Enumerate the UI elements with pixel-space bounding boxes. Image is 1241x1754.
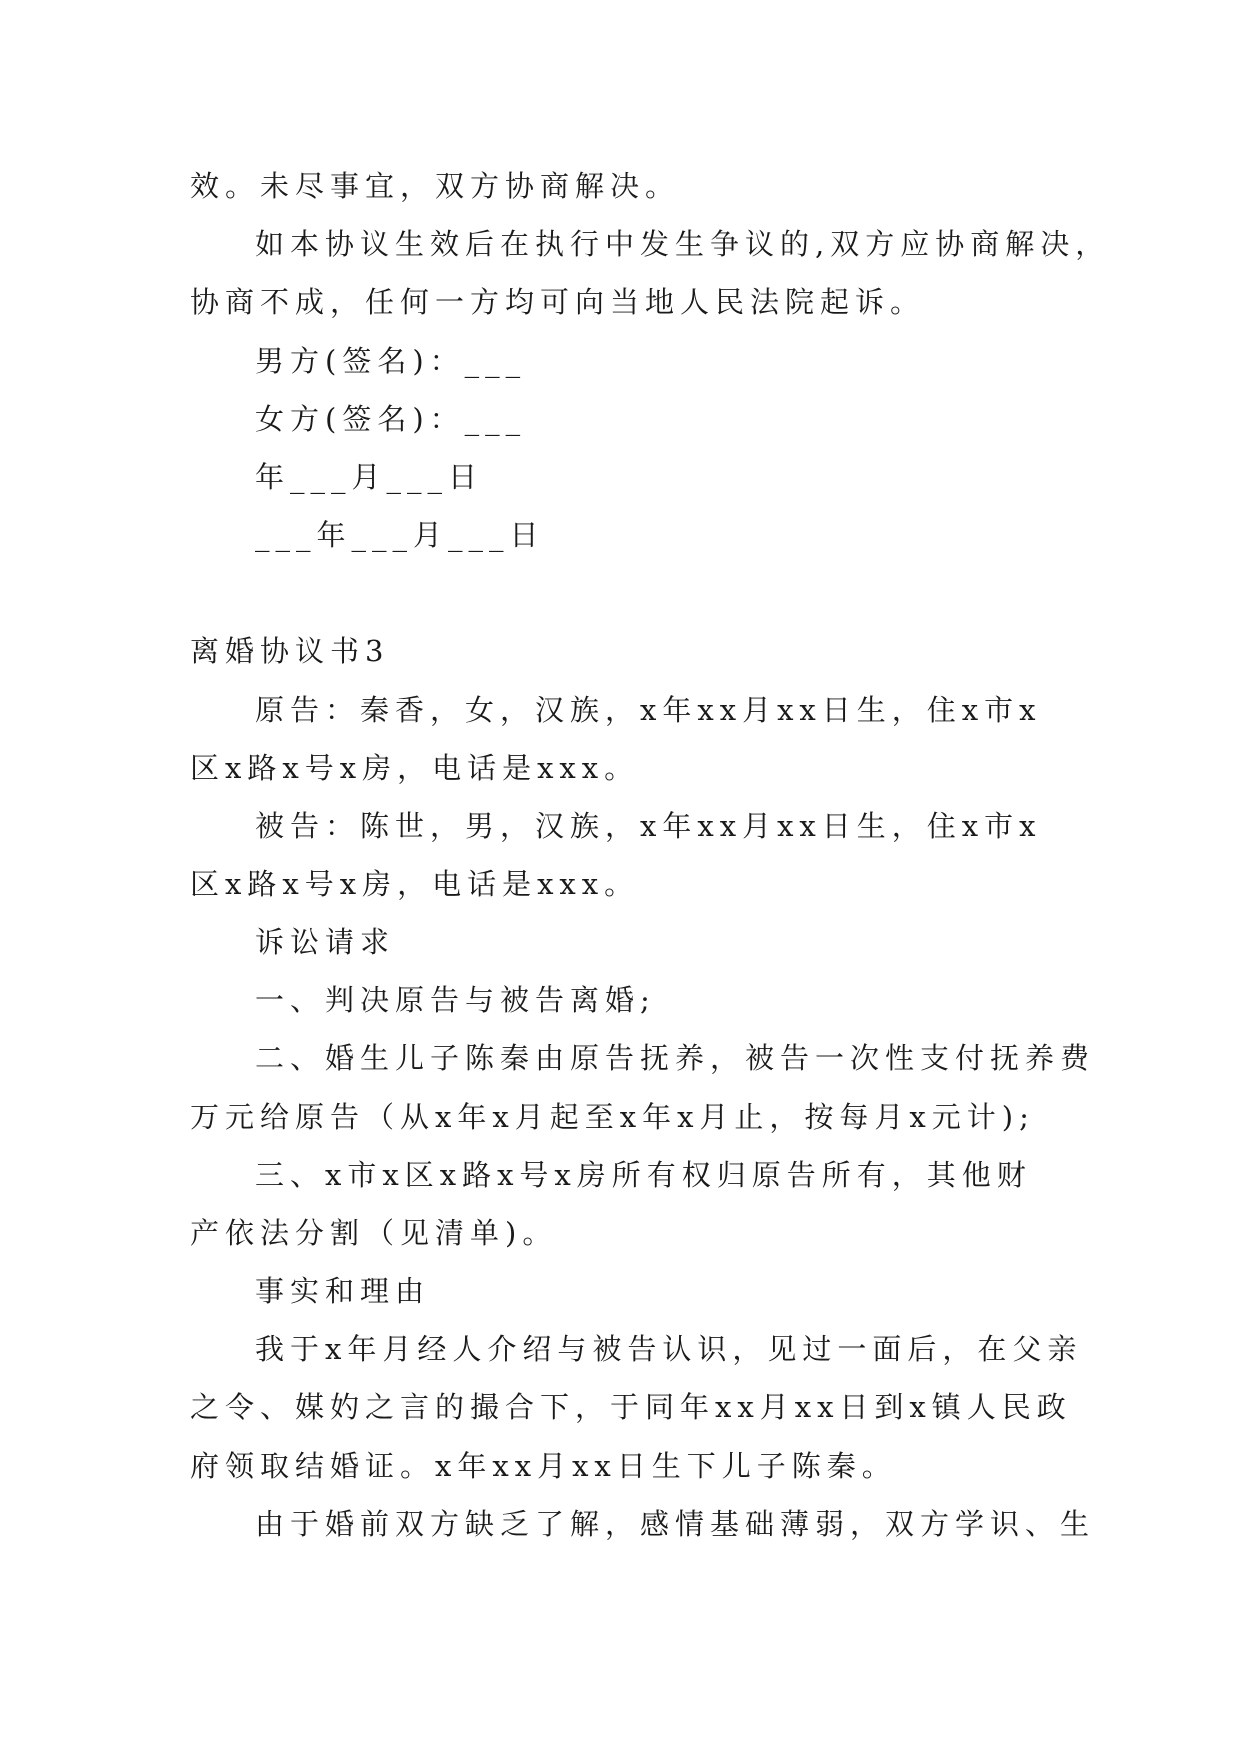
- paragraph-line: 效。未尽事宜，双方协商解决。: [190, 169, 681, 203]
- paragraph-line: 区x路x号x房，电话是xxx。: [190, 867, 640, 901]
- section-title: 离婚协议书3: [190, 634, 390, 668]
- paragraph-line: 万元给原告（从x年x月起至x年x月止，按每月x元计);: [190, 1100, 1035, 1134]
- date-line: ___年___月___日: [255, 518, 545, 552]
- male-signature-line: 男方(签名)：___: [255, 344, 527, 378]
- date-line: 年___月___日: [255, 460, 484, 494]
- paragraph-line: 原告：秦香，女，汉族，x年xx月xx日生，住x市x: [255, 693, 1042, 727]
- paragraph-line: 由于婚前双方缺乏了解，感情基础薄弱，双方学识、生: [255, 1507, 1096, 1541]
- subheading: 事实和理由: [255, 1274, 431, 1308]
- paragraph-line: 之令、媒妁之言的撮合下，于同年xx月xx日到x镇人民政: [190, 1390, 1072, 1424]
- subheading: 诉讼请求: [255, 925, 396, 959]
- female-signature-line: 女方(签名)：___: [255, 402, 527, 436]
- paragraph-line: 二、婚生儿子陈秦由原告抚养，被告一次性支付抚养费: [255, 1041, 1096, 1075]
- paragraph-line: 一、判决原告与被告离婚;: [255, 983, 656, 1017]
- paragraph-line: 区x路x号x房，电话是xxx。: [190, 751, 640, 785]
- paragraph-line: 产依法分割（见清单)。: [190, 1216, 558, 1250]
- paragraph-line: 被告：陈世，男，汉族，x年xx月xx日生，住x市x: [255, 809, 1042, 843]
- paragraph-line: 三、x市x区x路x号x房所有权归原告所有，其他财: [255, 1158, 1032, 1192]
- paragraph-line: 协商不成，任何一方均可向当地人民法院起诉。: [190, 285, 926, 319]
- paragraph-line: 我于x年月经人介绍与被告认识，见过一面后，在父亲: [255, 1332, 1083, 1366]
- paragraph-line: 府领取结婚证。x年xx月xx日生下儿子陈秦。: [190, 1449, 897, 1483]
- paragraph-line: 如本协议生效后在执行中发生争议的,双方应协商解决，: [255, 227, 1111, 261]
